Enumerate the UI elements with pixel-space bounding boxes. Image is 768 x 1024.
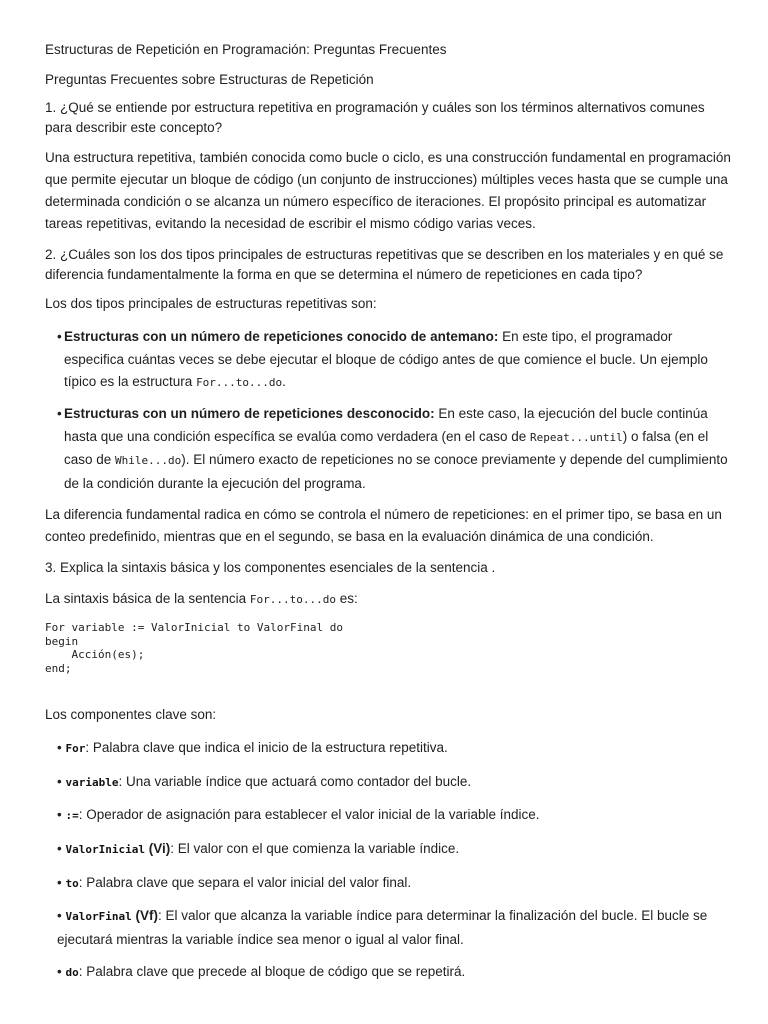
- component-keyword: :=: [65, 809, 79, 822]
- component-item: [57, 770, 737, 794]
- answer-1: Una estructura repetitiva, también conocida como bucle o ciclo, es una construcción fundamental en programación que permite ejecutar un bloque de código (un conjunto de instrucciones) múltiples veces hasta que se cumple una determinada condición o se alcanza un número específico de iteraciones. El propósito principal es automatizar tareas repetitivas, evitando la necesidad de escribir el mismo código varias veces.: [45, 150, 731, 231]
- component-description: : El valor que alcanza la variable índice para determinar la finalización del bucle. El bucle se ejecutará mientras la variable índice sea menor o igual al valor final.: [57, 908, 708, 947]
- answer-3-intro-end: es:: [335, 591, 358, 606]
- bullet-dot-icon: •: [57, 774, 66, 789]
- bullet-dot-icon: •: [57, 908, 66, 923]
- component-description: : Palabra clave que precede al bloque de código que se repetirá.: [78, 964, 466, 979]
- inline-code: While...do: [115, 454, 182, 467]
- bullet-dot-icon: •: [57, 875, 66, 890]
- component-description: : El valor con el que comienza la variable índice.: [170, 841, 460, 856]
- list-item-body: [64, 326, 733, 395]
- component-keyword: variable: [65, 776, 119, 789]
- list-item-text: ). El número exacto de repeticiones no se conoce previamente y depende del cumplimiento de la condición durante la ejecución del programa.: [64, 452, 728, 491]
- component-item: [57, 960, 737, 984]
- section-heading: Preguntas Frecuentes sobre Estructuras de Repetición: [45, 72, 374, 87]
- component-abbr: (Vi): [144, 841, 171, 856]
- component-item: [57, 837, 737, 861]
- bullet-dot-icon: •: [57, 406, 62, 421]
- code-block: For variable := ValorInicial to ValorFinal do begin Acción(es); end;: [45, 621, 344, 675]
- inline-code: Repeat...until: [530, 430, 623, 444]
- question-3: 3. Explica la sintaxis básica y los componentes esenciales de la sentencia .: [45, 560, 496, 575]
- list-item: [57, 403, 733, 495]
- bullet-dot-icon: •: [57, 841, 66, 856]
- list-item-text: En este tipo, el programador especifica cuántas veces se debe ejecutar el bloque de código antes de que comience el bucle. Un ejemplo típico es la estructura: [64, 329, 708, 389]
- answer-3-intro: [45, 591, 358, 608]
- component-keyword: do: [65, 966, 79, 979]
- component-item: [57, 803, 737, 827]
- bullet-dot-icon: •: [57, 329, 62, 344]
- answer-2-difference: La diferencia fundamental radica en cómo se controla el número de repeticiones: en el primer tipo, se basa en un conteo predefinido, mientras que en el segundo, se basa en la evaluación dinámica de una condición.: [45, 507, 722, 544]
- component-item: [57, 871, 737, 895]
- list-item-text-end: .: [282, 374, 286, 389]
- component-description: : Palabra clave que separa el valor inicial del valor final.: [78, 875, 412, 890]
- list-item-term: Estructuras con un número de repeticiones conocido de antemano:: [64, 329, 499, 344]
- component-keyword: ValorInicial: [65, 843, 145, 856]
- component-keyword: ValorFinal: [65, 910, 132, 923]
- component-description: : Palabra clave que indica el inicio de la estructura repetitiva.: [85, 740, 448, 755]
- list-item-text: En este caso, la ejecución del bucle continúa hasta que una condición específica se evalúa como verdadera (en el caso de: [64, 406, 708, 444]
- bullet-dot-icon: •: [57, 807, 66, 822]
- component-description: : Operador de asignación para establecer el valor inicial de la variable índice.: [78, 807, 540, 822]
- bullet-dot-icon: •: [57, 964, 66, 979]
- answer-3-intro-text: La sintaxis básica de la sentencia: [45, 591, 250, 606]
- bullet-dot-icon: •: [57, 740, 66, 755]
- component-abbr: (Vf): [131, 908, 158, 923]
- component-description: : Una variable índice que actuará como contador del bucle.: [118, 774, 472, 789]
- document-title: Estructuras de Repetición en Programación: Preguntas Frecuentes: [45, 42, 447, 57]
- list-item-term: Estructuras con un número de repeticiones desconocido:: [64, 406, 435, 421]
- list-item: [57, 326, 733, 395]
- list-item-body: [64, 403, 733, 495]
- answer-2-intro: Los dos tipos principales de estructuras repetitivas son:: [45, 296, 377, 311]
- components-intro: Los componentes clave son:: [45, 707, 217, 722]
- question-1: 1. ¿Qué se entiende por estructura repetitiva en programación y cuáles son los términos alternativos comunes para describir este concepto?: [45, 100, 705, 135]
- component-item: [57, 736, 737, 760]
- inline-code: For...to...do: [249, 593, 336, 606]
- component-keyword: to: [65, 877, 79, 890]
- component-keyword: For: [65, 742, 86, 755]
- component-item: [57, 904, 737, 951]
- list-item-text: ) o falsa (en el caso de: [64, 428, 709, 467]
- inline-code: For...to...do: [196, 376, 283, 389]
- question-2: 2. ¿Cuáles son los dos tipos principales de estructuras repetitivas que se describen en los materiales y en qué se diferencia fundamentalmente la forma en que se determina el número de repeticiones en cada tipo?: [45, 247, 724, 282]
